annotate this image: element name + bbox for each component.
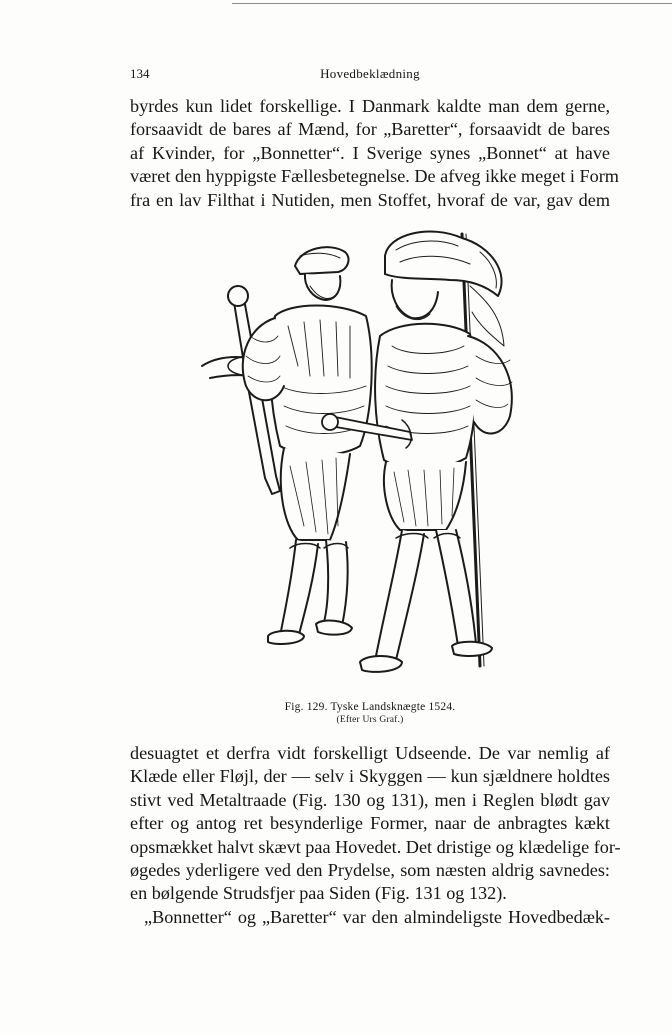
text-line: Klæde eller Fløjl, der — selv i Skyggen — kun sjældnere holdtes	[130, 766, 610, 787]
figure-illustration-landsknechts	[180, 226, 540, 698]
paragraph-bottom	[130, 742, 621, 929]
right-soldier	[322, 232, 512, 672]
text-line: efter og antog ret besynderlige Former, naar de anbragtes kækt	[130, 813, 610, 834]
running-head	[130, 66, 610, 84]
paragraph-top	[130, 95, 619, 212]
page-edge-rule	[232, 3, 672, 4]
text-line: opsmækket halvt skævt paa Hovedet. Det dristige og klædelige for-	[130, 836, 621, 857]
running-title: Hovedbeklædning	[320, 66, 420, 81]
text-line: byrdes kun lidet forskellige. I Danmark kaldte man dem gerne,	[130, 96, 610, 116]
page-number: 134	[130, 66, 150, 81]
figure-caption: Fig. 129. Tyske Landsknægte 1524.	[284, 701, 456, 713]
text-line: været den hyppigste Fællesbetegnelse. De afveg ikke meget i Form	[130, 166, 619, 187]
text-line: af Kvinder, for „Bonnetter“. I Sverige synes „Bonnet“ at have	[130, 142, 610, 163]
text-line: øgedes yderligere ved den Prydelse, som næsten aldrig savnedes:	[130, 860, 610, 881]
text-line: stivt ved Metaltraade (Fig. 130 og 131), men i Reglen blødt gav	[130, 789, 610, 810]
text-line: en bølgende Strudsfjer paa Siden (Fig. 131 og 132).	[130, 883, 507, 904]
figure-credit: (Efter Urs Graf.)	[336, 715, 404, 725]
text-line: desuagtet et derfra vidt forskelligt Udseende. De var nemlig af	[130, 743, 610, 763]
text-line: fra en lav Filthat i Nutiden, men Stoffet, hvoraf de var, gav dem	[130, 189, 610, 210]
text-line: „Bonnetter“ og „Baretter“ var den almindeligste Hovedbedæk-	[144, 906, 610, 927]
text-line: forsaavidt de bares af Mænd, for „Baretter“, forsaavidt de bares	[130, 119, 610, 140]
